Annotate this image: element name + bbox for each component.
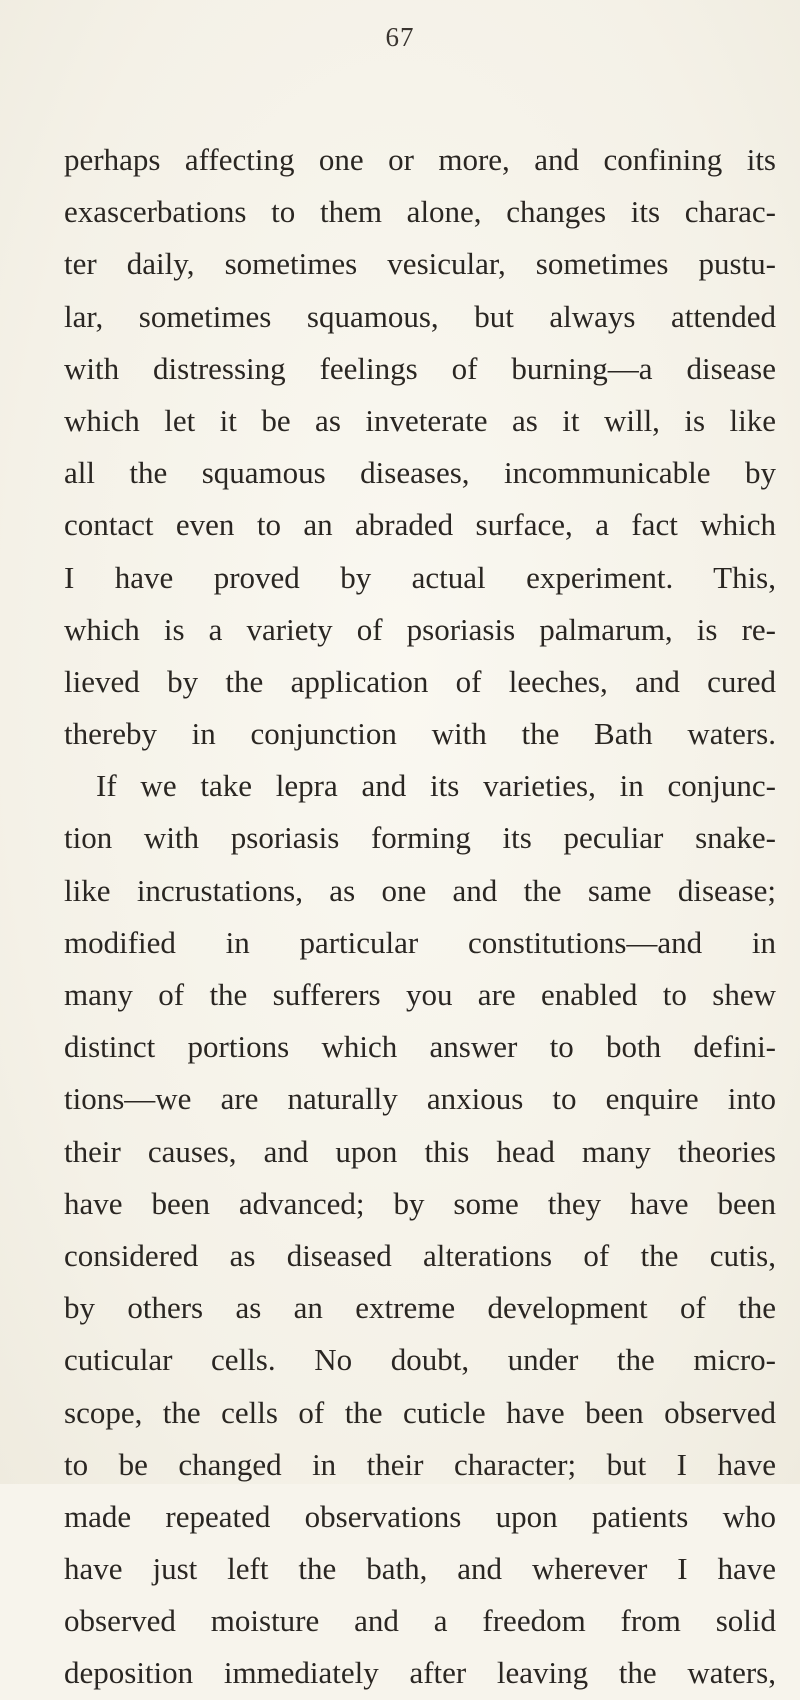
text-line: like incrustations, as one and the same disease; (64, 872, 776, 908)
text-line: ter daily, sometimes vesicular, sometimes pustu- (64, 246, 776, 282)
text-line: exascerbations to them alone, changes its charac- (64, 194, 776, 230)
text-line: observed moisture and a freedom from solid (64, 1603, 776, 1639)
text-line: to be changed in their character; but I have (64, 1446, 776, 1482)
text-line: cuticular cells. No doubt, under the micro- (64, 1342, 776, 1378)
text-line: with distressing feelings of burning—a disease (64, 350, 776, 386)
text-line: lar, sometimes squamous, but always attended (64, 298, 776, 334)
text-line: modified in particular constitutions—and in (64, 924, 776, 960)
text-line: made repeated observations upon patients who (64, 1498, 776, 1534)
text-line: their causes, and upon this head many theories (64, 1133, 776, 1169)
text-line: which let it be as inveterate as it will, is like (64, 402, 776, 438)
text-line: have just left the bath, and wherever I have (64, 1551, 776, 1587)
body-text (64, 134, 776, 1700)
text-line: considered as diseased alterations of the cutis, (64, 1237, 776, 1273)
text-line: perhaps affecting one or more, and confining its (64, 142, 776, 177)
text-line: tion with psoriasis forming its peculiar snake- (64, 820, 776, 856)
text-line: tions—we are naturally anxious to enquire into (64, 1081, 776, 1117)
text-line: lieved by the application of leeches, and cured (64, 663, 776, 699)
text-line: thereby in conjunction with the Bath waters. (64, 716, 776, 752)
text-line: all the squamous diseases, incommunicable by (64, 455, 776, 491)
text-line: distinct portions which answer to both defini- (64, 1029, 776, 1065)
text-line: have been advanced; by some they have been (64, 1185, 776, 1221)
text-line: which is a variety of psoriasis palmarum, is re- (64, 611, 776, 647)
text-line: deposition immediately after leaving the waters, (64, 1655, 776, 1691)
page-number: 67 (385, 22, 415, 52)
text-line: I have proved by actual experiment. This, (64, 559, 776, 595)
text-line: by others as an extreme development of the (64, 1290, 776, 1326)
text-line: many of the sufferers you are enabled to shew (64, 977, 776, 1012)
text-line: contact even to an abraded surface, a fact which (64, 507, 776, 543)
text-line: scope, the cells of the cuticle have been observed (64, 1394, 776, 1430)
text-line: If we take lepra and its varieties, in conjunc- (96, 768, 776, 804)
